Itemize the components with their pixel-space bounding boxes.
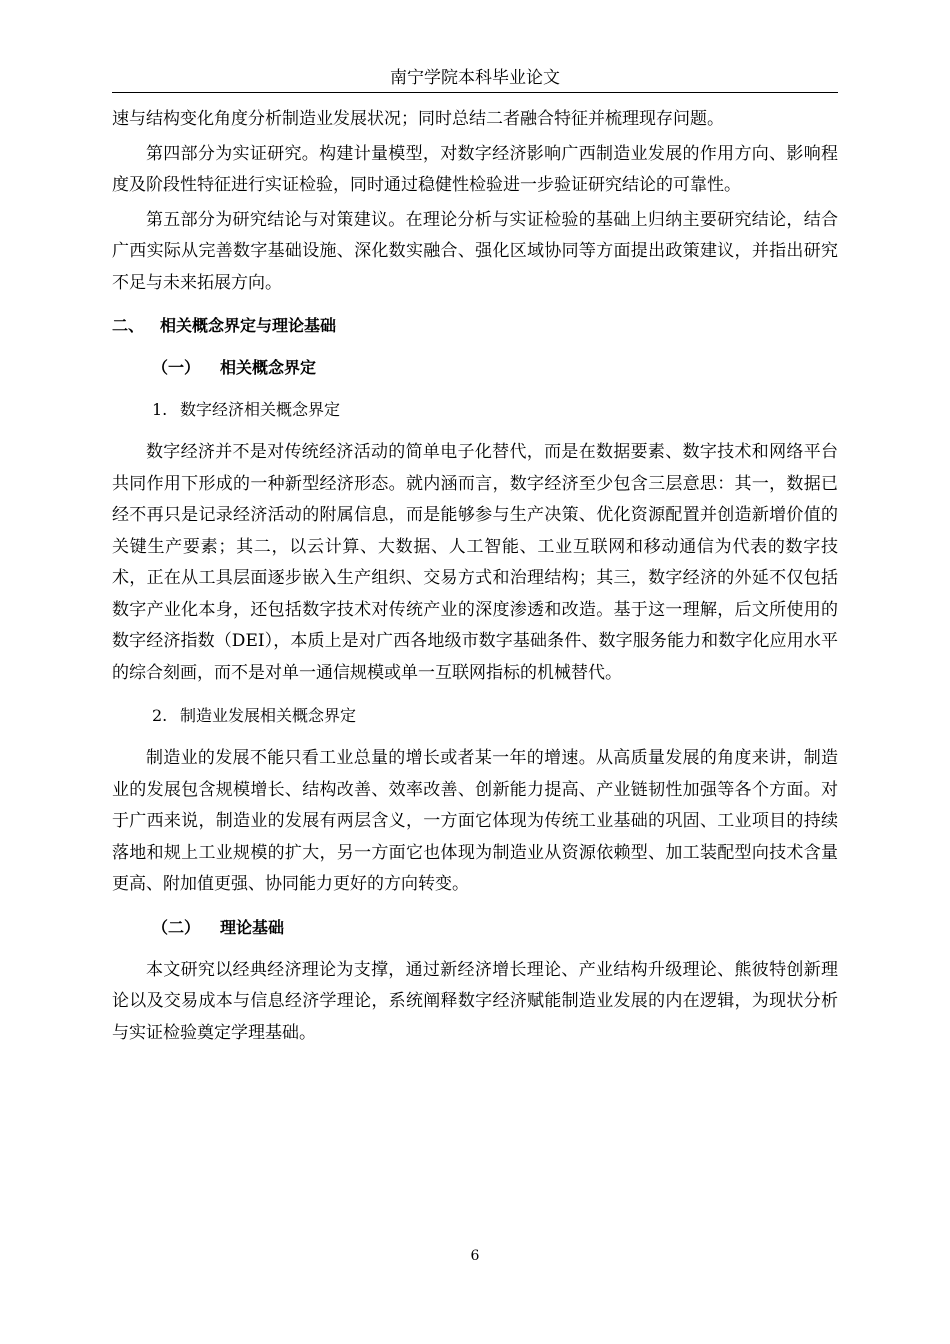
paragraph: 制造业的发展不能只看工业总量的增长或者某一年的增速。从高质量发展的角度来讲，制造业的发展包含规模增长、结构改善、效率改善、创新能力提高、产业链韧性加强等各个方面。对于广西来说，制造业的发展有两层含义，一方面它体现为传统工业基础的巩固、工业项目的持续落地和规上工业规模的扩大，另一方面它也体现为制造业从资源依赖型、加工装配型向技术含量更高、附加值更强、协同能力更好的方向转变。 bbox=[112, 748, 838, 894]
page-header bbox=[112, 64, 838, 93]
page-body bbox=[112, 104, 838, 1052]
item-number: 1. bbox=[152, 400, 168, 419]
paragraph: 本文研究以经典经济理论为支撑，通过新经济增长理论、产业结构升级理论、熊彼特创新理论以及交易成本与信息经济学理论，系统阐释数字经济赋能制造业发展的内在逻辑，为现状分析与实证检验奠定学理基础。 bbox=[112, 959, 838, 1043]
paragraph: 第五部分为研究结论与对策建议。在理论分析与实证检验的基础上归纳主要研究结论，结合广西实际从完善数字基础设施、深化数实融合、强化区域协同等方面提出政策建议，并指出研究不足与未来拓展方向。 bbox=[112, 209, 838, 293]
item-title: 制造业发展相关概念界定 bbox=[180, 706, 357, 725]
page-footer bbox=[0, 1246, 950, 1266]
item-title: 数字经济相关概念界定 bbox=[180, 400, 341, 419]
item-heading bbox=[112, 395, 838, 425]
subsection-title: 理论基础 bbox=[220, 917, 285, 937]
subsection-number: （一） bbox=[152, 358, 201, 377]
header-title: 南宁学院本科毕业论文 bbox=[390, 68, 560, 88]
subsection-heading bbox=[112, 353, 838, 383]
paragraph: 第四部分为实证研究。构建计量模型，对数字经济影响广西制造业发展的作用方向、影响程度及阶段性特征进行实证检验，同时通过稳健性检验进一步验证研究结论的可靠性。 bbox=[112, 143, 838, 195]
section-title: 相关概念界定与理论基础 bbox=[160, 316, 337, 335]
subsection-number: （二） bbox=[152, 917, 201, 937]
paragraph: 速与结构变化角度分析制造业发展状况；同时总结二者融合特征并梳理现存问题。 bbox=[112, 109, 724, 129]
page-number: 6 bbox=[470, 1248, 480, 1264]
paragraph: 数字经济并不是对传统经济活动的简单电子化替代，而是在数据要素、数字技术和网络平台共同作用下形成的一种新型经济形态。就内涵而言，数字经济至少包含三层意思：其一，数据已经不再只是记录经济活动的附属信息，而是能够参与生产决策、优化资源配置并创造新增价值的关键生产要素；其二，以云计算、大数据、人工智能、工业互联网和移动通信为代表的数字技术，正在从工具层面逐步嵌入生产组织、交易方式和治理结构；其三，数字经济的外延不仅包括数字产业化本身，还包括数字技术对传统产业的深度渗透和改造。基于这一理解，后文所使用的数字经济指数（DEI），本质上是对广西各地级市数字基础条件、数字服务能力和数字化应用水平的综合刻画，而不是对单一通信规模或单一互联网指标的机械替代。 bbox=[112, 442, 838, 683]
subsection-title: 相关概念界定 bbox=[220, 358, 317, 377]
item-heading bbox=[112, 701, 838, 731]
section-number: 二、 bbox=[112, 316, 145, 335]
item-number: 2. bbox=[152, 706, 168, 725]
section-heading bbox=[112, 311, 838, 341]
subsection-heading bbox=[112, 913, 838, 943]
